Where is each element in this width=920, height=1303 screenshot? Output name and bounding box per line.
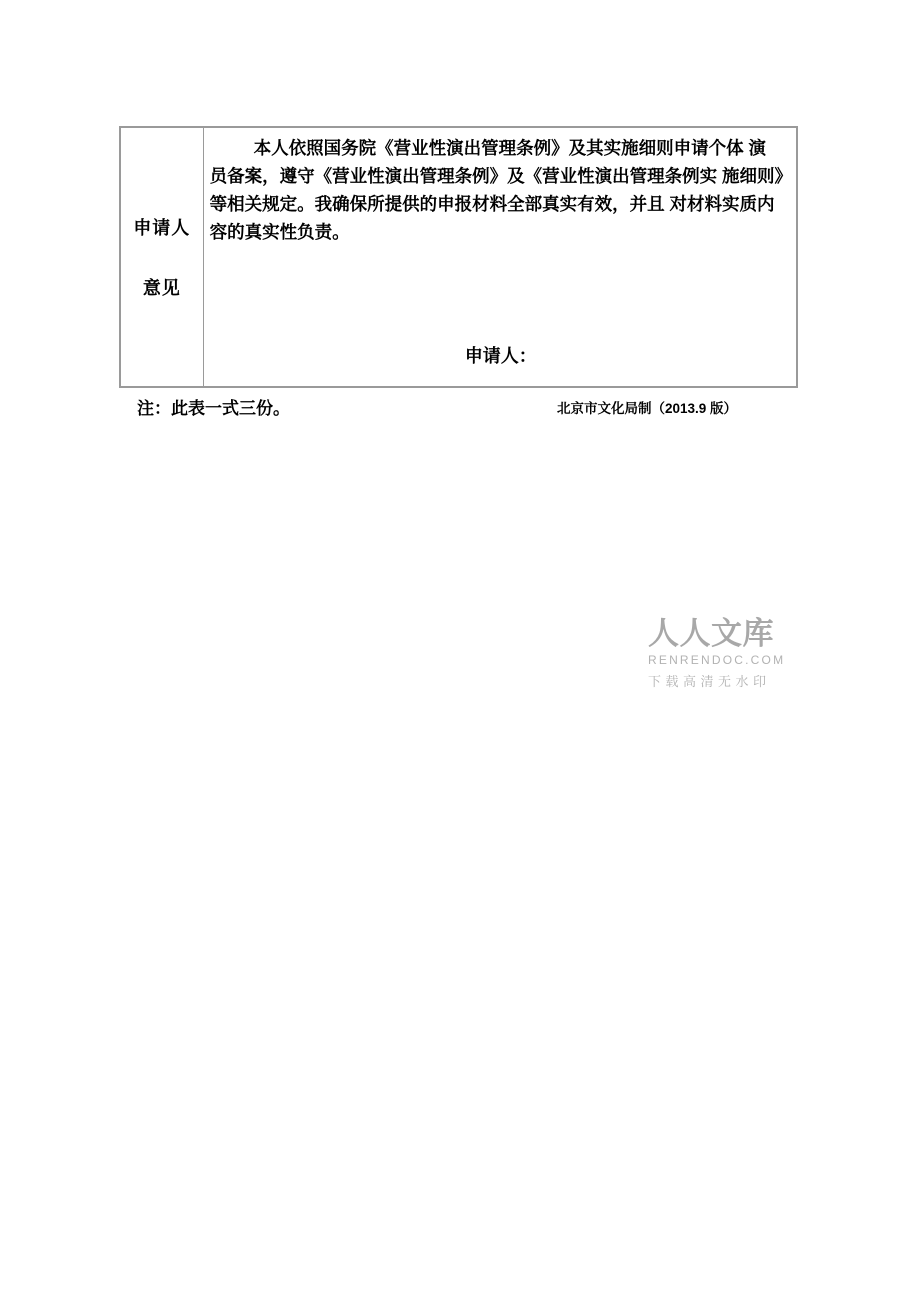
watermark-tagline-text: 下载高清无水印 bbox=[648, 674, 771, 689]
copies-note: 注：此表一式三份。 bbox=[137, 399, 290, 418]
issuer-version-text: 北京市文化局制（2013.9 版） bbox=[557, 401, 738, 416]
watermark-logo-text: 人人文库 bbox=[648, 616, 774, 652]
row-label-cell bbox=[121, 128, 204, 386]
row-label-line2: 意见 bbox=[142, 278, 181, 298]
statement-line: 等相关规定。我确保所提供的申报材料全部真实有效，并且 对材料实质内 bbox=[209, 194, 775, 214]
applicant-signature-label: 申请人： bbox=[464, 346, 537, 366]
watermark-domain-text: RENRENDOC.COM bbox=[648, 653, 786, 667]
statement-paragraph bbox=[210, 134, 792, 246]
statement-cell bbox=[204, 128, 796, 386]
statement-line: 本人依照国务院《营业性演出管理条例》及其实施细则申请个体 演 bbox=[253, 138, 766, 158]
statement-line: 员备案，遵守《营业性演出管理条例》及《营业性演出管理条例实 施细则》 bbox=[209, 166, 792, 186]
watermark bbox=[648, 616, 786, 690]
row-label-line1: 申请人 bbox=[133, 218, 191, 238]
applicant-opinion-table bbox=[119, 126, 798, 388]
statement-line: 容的真实性负责。 bbox=[209, 222, 350, 242]
